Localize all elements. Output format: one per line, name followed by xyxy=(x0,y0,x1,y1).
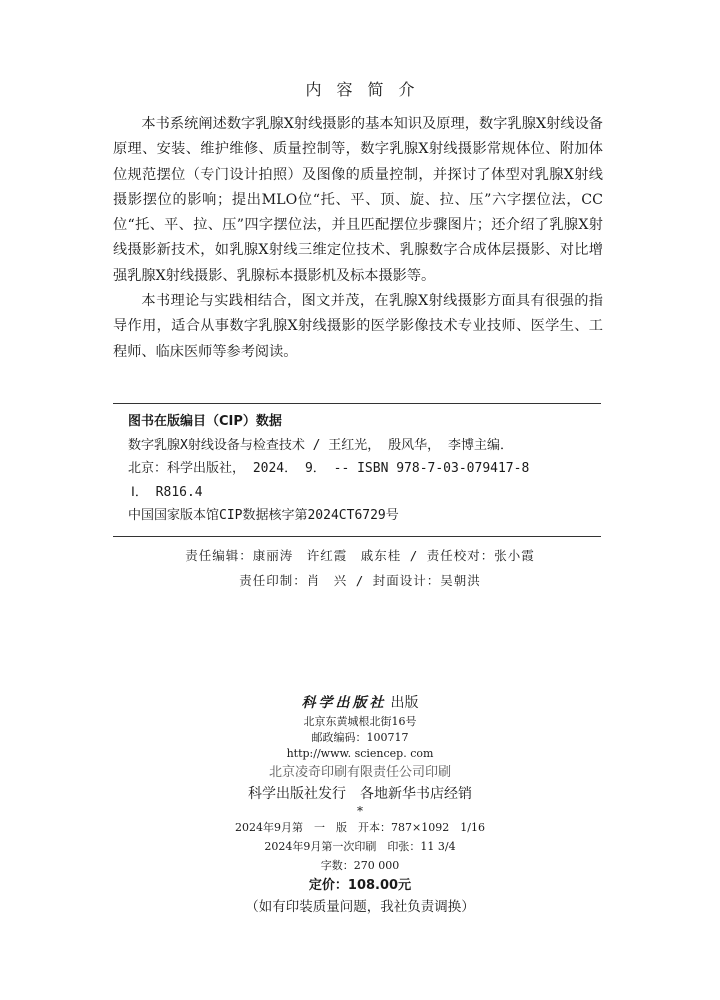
publisher-suffix: 出版 xyxy=(390,695,419,711)
distribution-line: 科学出版社发行 各地新华书店经销 xyxy=(248,786,472,802)
editors-line-1: 责任编辑：康丽涛 许红霞 戚东桂 / 责任校对：张小霞 xyxy=(185,548,535,563)
cip-record-number-line: 中国国家版本馆CIP数据核字第2024CT6729号 xyxy=(128,508,399,523)
edition-line: 2024年9月第 一 版 开本：787×1092 1/16 xyxy=(235,821,485,834)
imprint-block xyxy=(0,692,720,917)
publisher-brand: 科学出版社 xyxy=(301,695,387,711)
printing-line: 2024年9月第一次印刷 印张：11 3/4 xyxy=(264,840,456,853)
summary-paragraph-1: 本书系统阐述数字乳腺X射线摄影的基本知识及原理，数字乳腺X射线设备原理、安装、维护维修、质量控制等，数字乳腺X射线摄影常规体位、附加体位规范摆位（专门设计拍照）及图像的质量控制，并探讨了体型对乳腺X射线摄影摆位的影响；提出MLO位“托、平、顶、旋、拉、压”六字摆位法，CC位“托、平、拉、压”四字摆位法，并且匹配摆位步骤图片；还介绍了乳腺X射线摄影新技术，如乳腺X射线三维定位技术、乳腺数字合成体层摄影、对比增强乳腺X射线摄影、乳腺标本摄影机及标本摄影等。 xyxy=(113,116,603,284)
summary-title: 内容简介 xyxy=(305,80,430,99)
summary-paragraph-2: 本书理论与实践相结合，图文并茂，在乳腺X射线摄影方面具有很强的指导作用，适合从事数字乳腺X射线摄影的医学影像技术专业技师、医学生、工程师、临床医师等参考阅读。 xyxy=(113,293,603,360)
publisher-address: 北京东黄城根北街16号 xyxy=(303,715,417,728)
editors-line-2: 责任印制：肖 兴 / 封面设计：吴朝洪 xyxy=(239,573,481,588)
word-count-line: 字数：270 000 xyxy=(320,859,400,872)
cip-heading: 图书在版编目（CIP）数据 xyxy=(128,414,282,429)
editors-block xyxy=(0,543,720,593)
publisher-website: http://www. sciencep. com xyxy=(286,747,434,760)
cip-bottom-rule xyxy=(113,536,601,537)
publisher-line xyxy=(0,692,720,714)
printer-line: 北京凌奇印刷有限责任公司印刷 xyxy=(268,765,451,780)
quality-notice: （如有印装质量问题，我社负责调换） xyxy=(245,899,475,915)
publisher-postcode: 邮政编码：100717 xyxy=(311,731,409,744)
separator-star: * xyxy=(357,804,363,818)
cip-classification-line: Ⅰ． R816.4 xyxy=(131,484,203,500)
price-line: 定价：108.00元 xyxy=(308,878,412,893)
cip-top-rule xyxy=(113,403,601,404)
cip-block xyxy=(128,410,598,528)
cip-title-line: 数字乳腺X射线设备与检查技术 / 王红光， 殷风华， 李博主编． xyxy=(128,437,513,453)
cip-publication-line: 北京：科学出版社， 2024． 9． -- ISBN 978-7-03-079417-8 xyxy=(128,461,530,476)
summary-body xyxy=(113,112,603,365)
